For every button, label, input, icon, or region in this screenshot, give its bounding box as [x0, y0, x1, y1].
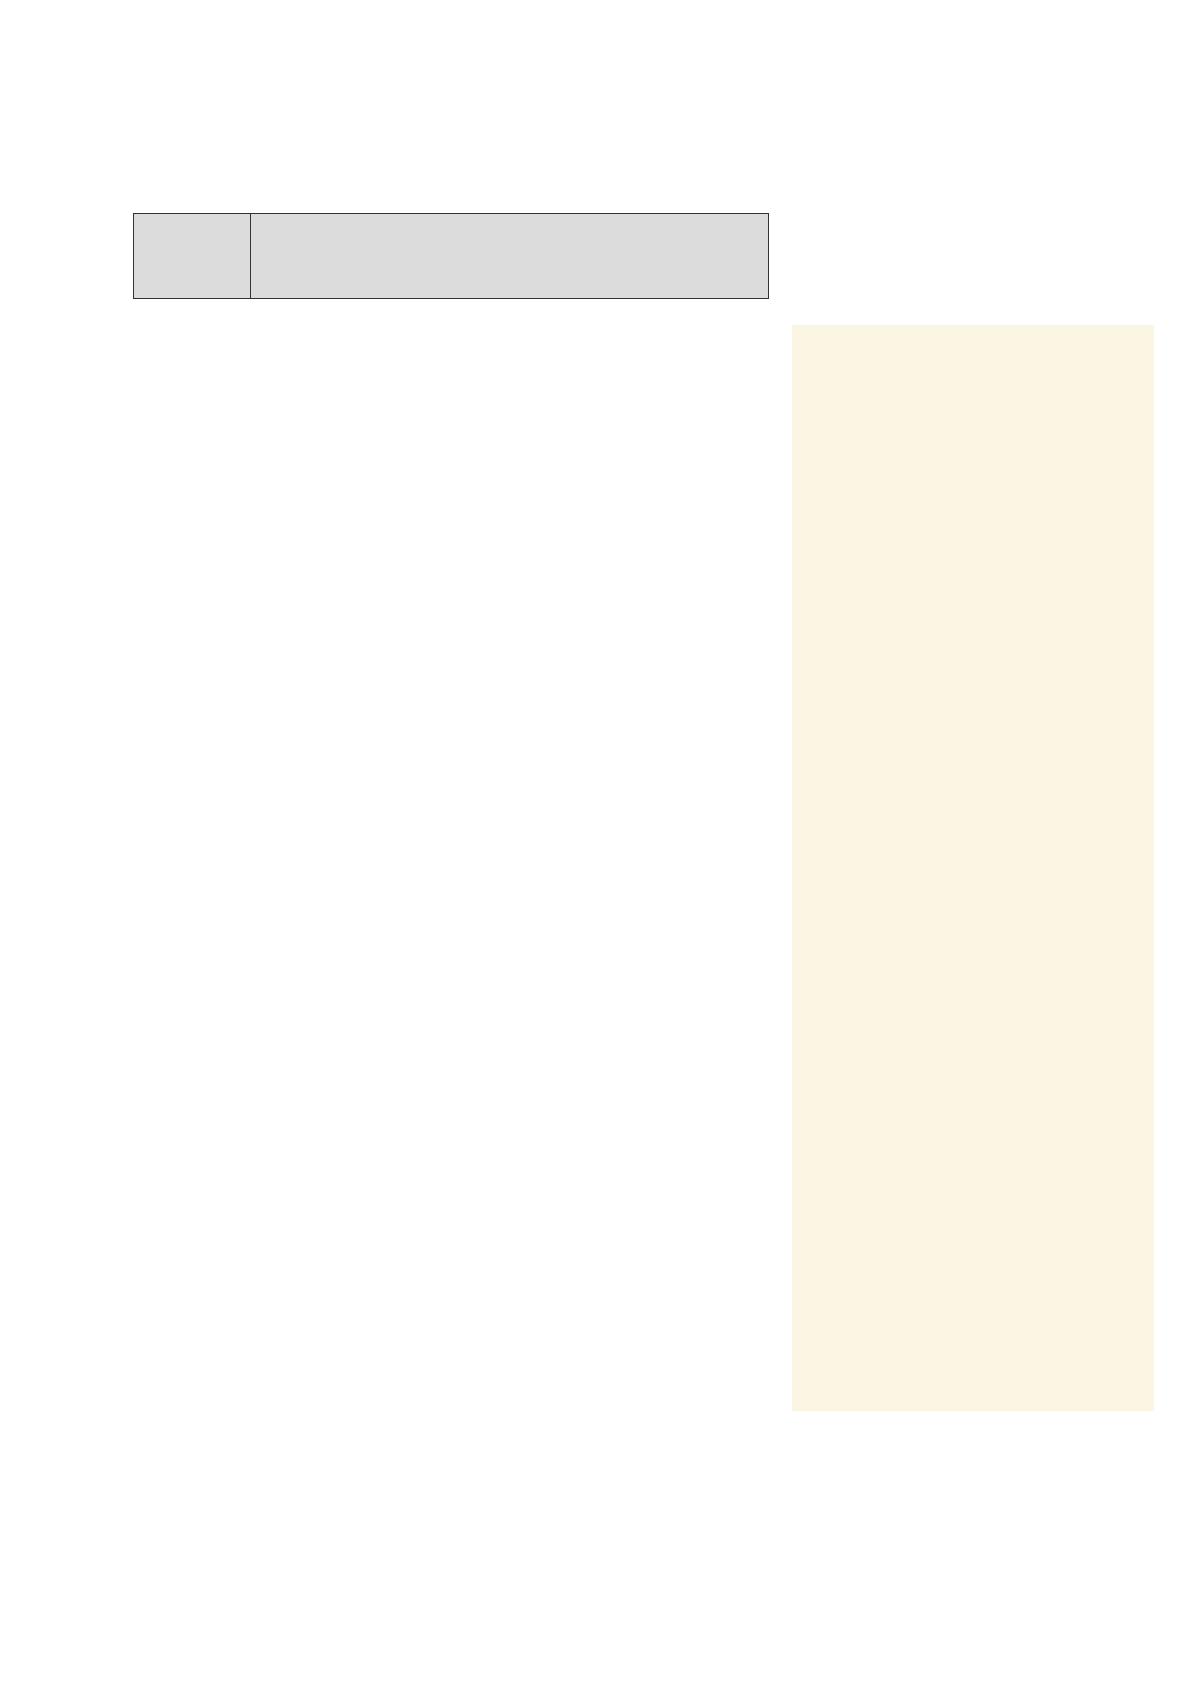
top-flower-border — [792, 325, 1154, 405]
command-terms-infographic — [792, 325, 1154, 1411]
bottom-flower-border — [792, 1321, 1154, 1411]
header-description — [251, 214, 769, 299]
header-term — [134, 214, 251, 299]
command-terms-table — [133, 213, 769, 299]
table-header-row — [134, 214, 769, 299]
